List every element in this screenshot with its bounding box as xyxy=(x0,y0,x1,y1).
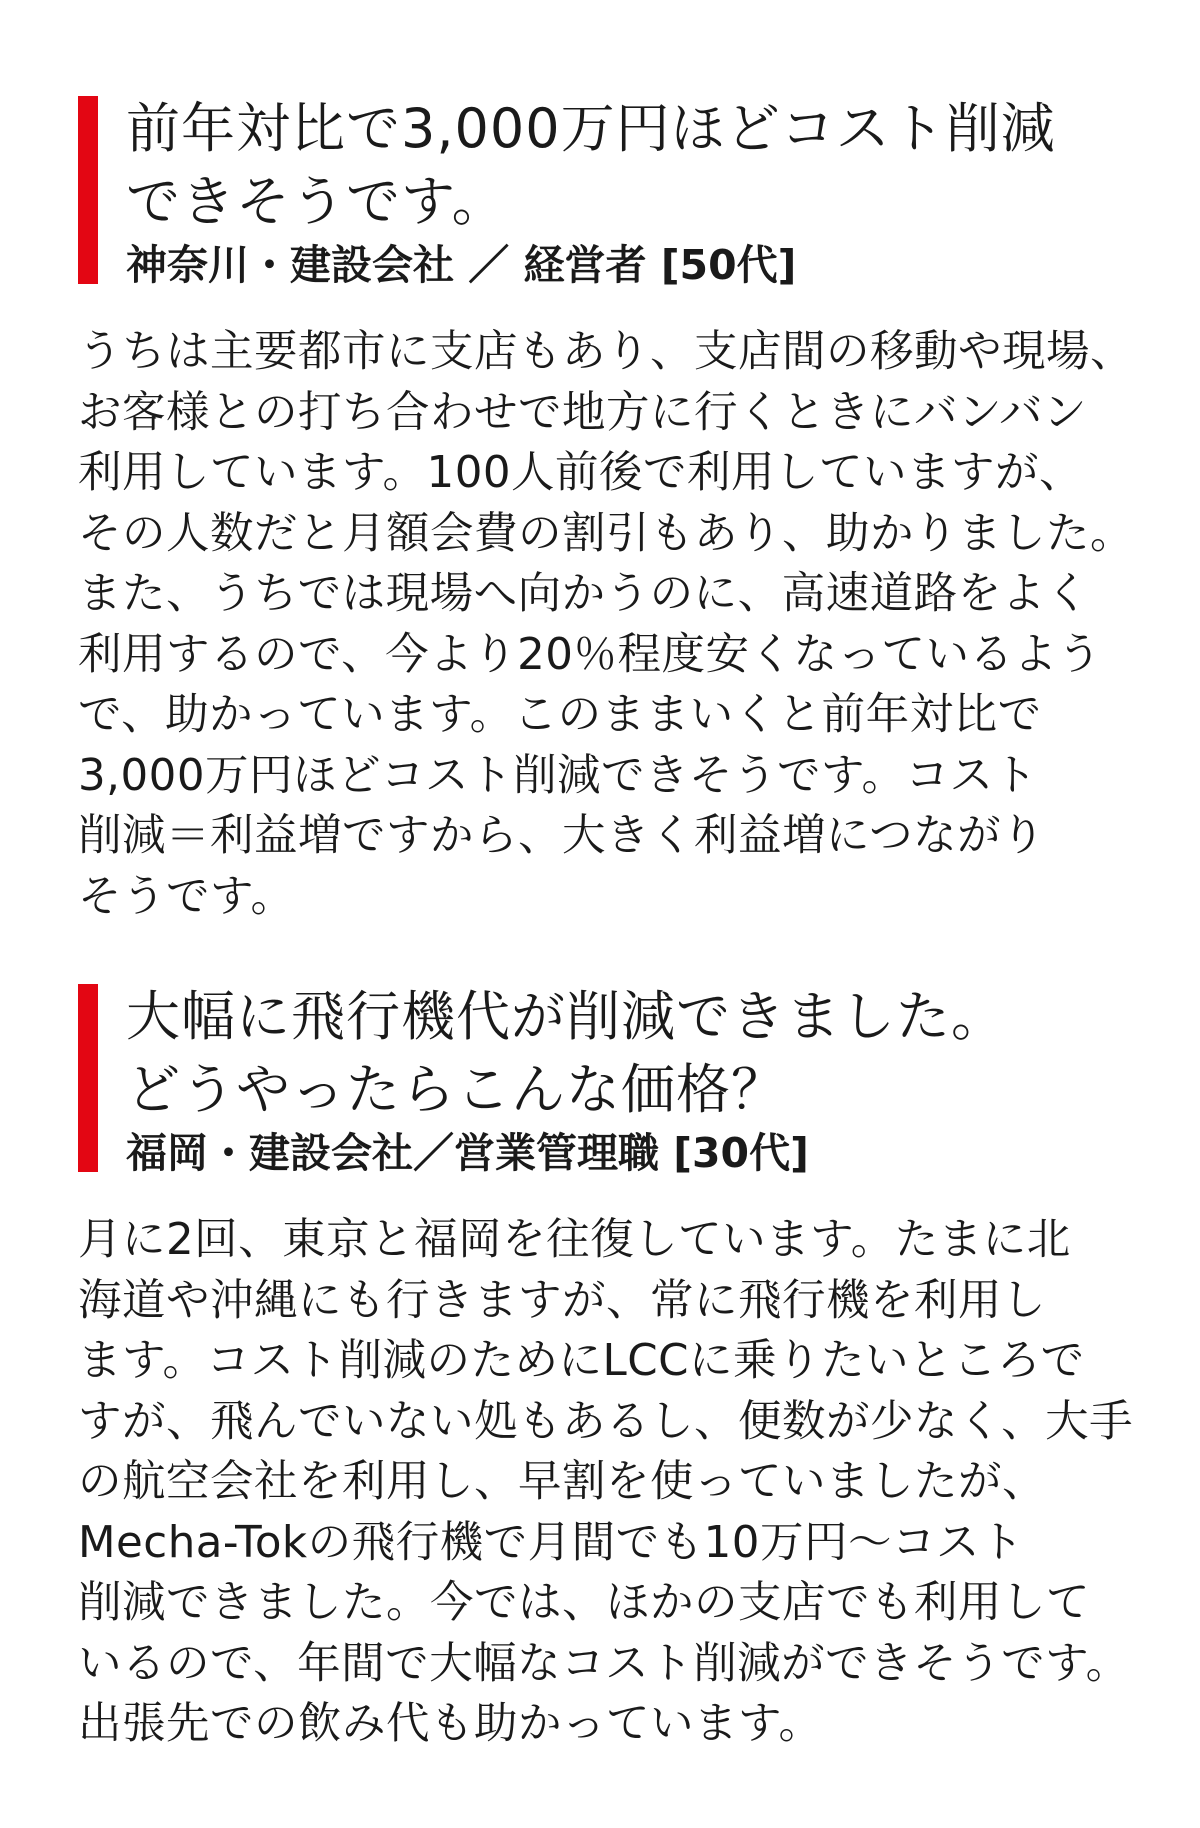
testimonial-body xyxy=(78,322,1134,927)
body-line: そうです。 xyxy=(78,871,295,922)
accent-bar xyxy=(78,984,98,1172)
body-line: 利用しています。100人前後で利用していますが、 xyxy=(78,448,1084,498)
title-line: どうやったらこんな価格？ xyxy=(126,1058,786,1121)
title-line: できそうです。 xyxy=(126,170,507,233)
testimonial-1 xyxy=(78,92,1134,927)
body-line: すが、飛んでいない処もあるし、便数が少なく、大手 xyxy=(78,1396,1134,1447)
body-line: お客様との打ち合わせで地方に行くときにバンバン xyxy=(78,387,1087,438)
body-line: 海道や沖縄にも行きますが、常に飛行機を利用し xyxy=(78,1275,1046,1326)
body-line: Mecha-Tokの飛行機で月間でも10万円〜コスト xyxy=(78,1517,1024,1568)
body-line: で、助かっています。このままいくと前年対比で xyxy=(78,690,1042,740)
testimonial-header xyxy=(78,92,1128,292)
body-line: 利用するので、今より20％程度安くなっているよう xyxy=(78,629,1102,680)
testimonial-title xyxy=(126,92,1128,238)
body-line: 削減＝利益増ですから、大きく利益増につながり xyxy=(78,811,1046,861)
testimonial-title xyxy=(126,980,1128,1126)
body-line: また、うちでは現場へ向かうのに、高速道路をよく xyxy=(78,569,1090,619)
testimonial-2 xyxy=(78,980,1134,1755)
title-line: 大幅に飛行機代が削減できました。 xyxy=(126,985,1006,1048)
body-line: 出張先での飲み代も助かっています。 xyxy=(78,1699,823,1749)
accent-bar xyxy=(78,96,98,284)
testimonial-header xyxy=(78,980,1128,1180)
body-line: の航空会社を利用し、早割を使っていましたが、 xyxy=(78,1457,1046,1507)
testimonial-attribution: 神奈川・建設会社 ／ 経営者 [50代] xyxy=(126,241,797,289)
title-line: 前年対比で3,000万円ほどコスト削減 xyxy=(126,97,1056,160)
body-line: ます。コスト削減のためにLCCに乗りたいところで xyxy=(78,1336,1085,1386)
body-line: 削減できました。今では、ほかの支店でも利用して xyxy=(78,1578,1090,1628)
body-line: うちは主要都市に支店もあり、支店間の移動や現場、 xyxy=(78,327,1134,377)
body-line: 3,000万円ほどコスト削減できそうです。コスト xyxy=(78,750,1038,801)
testimonial-body xyxy=(78,1210,1134,1755)
body-line: その人数だと月額会費の割引もあり、助かりました。 xyxy=(78,508,1134,559)
testimonial-attribution: 福岡・建設会社／営業管理職 [30代] xyxy=(126,1129,809,1177)
body-line: 月に2回、東京と福岡を往復しています。たまに北 xyxy=(78,1215,1071,1265)
body-line: いるので、年間で大幅なコスト削減ができそうです。 xyxy=(78,1638,1130,1689)
